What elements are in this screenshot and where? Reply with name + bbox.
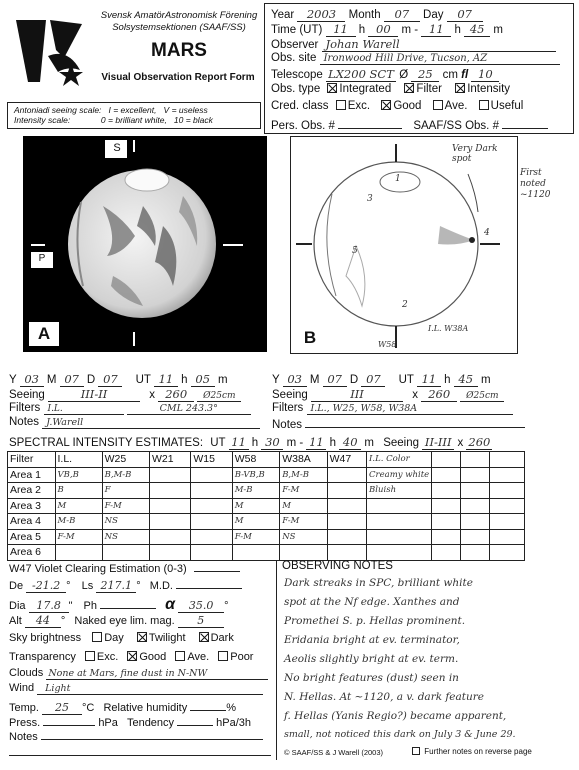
spectral-header-cell: I.L. <box>55 452 102 468</box>
time-m1-field[interactable]: 00 <box>368 22 398 37</box>
spectral-header-cell: W58 <box>232 452 279 468</box>
pressure-field[interactable] <box>43 715 95 726</box>
spectral-cell[interactable] <box>490 514 525 530</box>
trans-exc-checkbox[interactable] <box>85 651 95 661</box>
spectral-header-cell: W25 <box>102 452 149 468</box>
spectral-cell[interactable] <box>191 498 232 514</box>
spectral-cell[interactable]: B,M-B <box>102 467 149 483</box>
notes-divider <box>276 560 277 760</box>
obs-a-year[interactable]: 03 <box>20 372 44 387</box>
spectral-cell[interactable] <box>149 483 190 499</box>
spectral-row <box>8 498 525 514</box>
drawing-b-area-3: 3 <box>367 194 373 204</box>
obs-b-aperture[interactable]: Ø25cm <box>460 391 504 402</box>
cred-exc-checkbox[interactable] <box>336 100 346 110</box>
type-filter-checkbox[interactable] <box>404 83 414 93</box>
focal-ratio-field[interactable]: 10 <box>471 67 499 82</box>
notes-row: Notes <box>9 729 263 743</box>
spectral-cell[interactable] <box>55 545 102 561</box>
clouds-field[interactable]: None at Mars, fine dust in N-NW <box>46 668 268 680</box>
observing-notes-title: OBSERVING NOTES <box>282 560 393 572</box>
spectral-table <box>7 451 525 561</box>
spectral-cell[interactable]: M <box>280 498 327 514</box>
site-field[interactable]: Ironwood Hill Drive, Tucson, AZ <box>320 53 560 65</box>
spectral-cell[interactable] <box>432 467 461 483</box>
spectral-cell[interactable] <box>149 514 190 530</box>
saaf-logo <box>10 10 88 92</box>
spectral-cell[interactable]: M-B <box>232 483 279 499</box>
spectral-header-cell: Filter <box>8 452 56 468</box>
further-notes-checkbox[interactable] <box>412 747 420 755</box>
temp-field[interactable]: 25 <box>42 701 82 715</box>
observing-note-line: No bright features (dust) seen in <box>284 672 459 684</box>
ph-field[interactable] <box>100 598 156 609</box>
sky-dark-checkbox[interactable] <box>199 632 209 642</box>
day-field[interactable]: 07 <box>447 7 483 22</box>
drawing-b-label: B <box>303 328 317 347</box>
obs-a-aperture[interactable]: Ø25cm <box>197 391 241 402</box>
obs-a-magnification[interactable]: 260 <box>158 387 194 402</box>
spectral-cell[interactable] <box>327 545 366 561</box>
saaf-obs-field[interactable] <box>502 117 548 129</box>
spectral-cell[interactable]: M <box>232 498 279 514</box>
temp-row: Temp. 25 °C Relative humidity % <box>9 701 237 714</box>
spectral-cell[interactable]: B,M-B <box>280 467 327 483</box>
transparency-row: Transparency Exc. Good Ave. Poor <box>9 651 254 663</box>
telescope-field[interactable]: LX200 SCT <box>326 67 396 82</box>
observing-note-line: Aeolis slightly bright at ev. term. <box>284 653 459 665</box>
wind-field[interactable]: Light <box>37 683 263 695</box>
obs-b-seeing-row: Seeing III x 260 Ø25cm <box>272 387 504 402</box>
obs-b-filters-row: Filters I.L., W25, W58, W38A <box>272 402 513 415</box>
spectral-header-cell: W38A <box>280 452 327 468</box>
spectral-area-label: Area 6 <box>8 545 56 561</box>
spectral-cell[interactable] <box>367 529 432 545</box>
spectral-cell[interactable]: M <box>55 498 102 514</box>
observing-note-line: f. Hellas (Yanis Regio?) became apparent, <box>284 710 507 722</box>
spectral-cell[interactable] <box>191 514 232 530</box>
spectral-m1[interactable]: 30 <box>261 435 283 450</box>
alt-nelm-row: Alt 44 ° Naked eye lim. mag. 5 <box>9 614 224 628</box>
obs-b-notes[interactable] <box>305 416 525 428</box>
obs-a-cml[interactable]: CML 243.3° <box>127 403 251 415</box>
type-intensity-checkbox[interactable] <box>455 83 465 93</box>
obs-a-month[interactable]: 07 <box>60 372 84 387</box>
sky-twilight-checkbox[interactable] <box>137 632 147 642</box>
drawing-b-note-dark-spot: Very Dark spot <box>452 144 498 164</box>
spectral-area-label: Area 1 <box>8 467 56 483</box>
obs-b-minute[interactable]: 45 <box>454 372 478 387</box>
spectral-m2[interactable]: 40 <box>339 435 361 450</box>
drawing-b-area-1: 1 <box>395 174 401 184</box>
pressure-row: Press. hPa Tendency hPa/3h <box>9 717 252 729</box>
alpha-field[interactable]: 35.0 <box>178 599 224 613</box>
de-field[interactable]: -21.2 <box>26 579 66 593</box>
spectral-cell[interactable] <box>327 498 366 514</box>
spectral-cell[interactable] <box>461 483 490 499</box>
spectral-area-label: Area 5 <box>8 529 56 545</box>
obs-b-magnification[interactable]: 260 <box>421 387 457 402</box>
spectral-magnification[interactable]: 260 <box>466 435 492 450</box>
spectral-cell[interactable]: Bluish <box>367 483 432 499</box>
obs-a-filters-row: Filters I.L. CML 243.3° <box>9 402 251 415</box>
spectral-header-row: SPECTRAL INTENSITY ESTIMATES: UT 11 h 30 m - 11 h 40 m Seeing II-III x 260 <box>9 435 492 450</box>
obs-a-date-row: Y 03 M 07 D 07 UT 11 h 05 m <box>9 372 228 386</box>
drawing-a-p-mark: P <box>38 253 46 264</box>
spectral-cell[interactable] <box>490 498 525 514</box>
spectral-cell[interactable] <box>280 545 327 561</box>
alt-field[interactable]: 44 <box>25 614 61 628</box>
obs-a-hour[interactable]: 11 <box>154 372 178 387</box>
obs-a-day[interactable]: 07 <box>98 372 122 387</box>
drawing-a-south-mark: S <box>113 142 121 154</box>
spectral-seeing[interactable]: II-III <box>422 435 454 450</box>
copyright: © SAAF/SS & J Warell (2003) <box>284 748 384 757</box>
spectral-cell[interactable] <box>490 529 525 545</box>
spectral-cell[interactable] <box>367 545 432 561</box>
spectral-area-label: Area 4 <box>8 514 56 530</box>
obs-a-minute[interactable]: 05 <box>191 372 215 387</box>
mars-drawing-b <box>290 136 518 354</box>
observing-note-line: spot at the Nf edge. Xanthes and <box>284 596 460 608</box>
spectral-cell[interactable] <box>490 467 525 483</box>
obs-number-row: Pers. Obs. # SAAF/SS Obs. # <box>271 117 548 132</box>
obs-a-filters[interactable]: I.L. <box>44 404 124 415</box>
spectral-cell[interactable]: F-M <box>232 529 279 545</box>
pers-obs-field[interactable] <box>338 117 402 129</box>
dia-field[interactable]: 17.8 <box>29 599 69 613</box>
observing-note-line: Dark streaks in SPC, brilliant white <box>284 577 473 589</box>
spectral-cell[interactable]: F <box>102 483 149 499</box>
further-notes-row: Further notes on reverse page <box>412 747 532 756</box>
observing-note-line: N. Hellas. At ~1120, a v. dark feature <box>284 691 484 703</box>
sky-day-checkbox[interactable] <box>92 632 102 642</box>
spectral-header-cell: W21 <box>149 452 190 468</box>
type-integrated-checkbox[interactable] <box>327 83 337 93</box>
cred-class-row: Cred. class Exc. Good Ave. Useful <box>271 100 524 112</box>
obs-a-notes-row: Notes J.Warell <box>9 416 260 429</box>
obs-b-seeing[interactable]: III <box>311 387 403 402</box>
spectral-cell[interactable]: NS <box>102 529 149 545</box>
spectral-header-cell <box>461 452 490 468</box>
spectral-cell[interactable] <box>432 498 461 514</box>
spectral-cell[interactable] <box>232 545 279 561</box>
obs-b-day[interactable]: 07 <box>361 372 385 387</box>
spectral-row <box>8 529 525 545</box>
spectral-header <box>8 452 525 468</box>
spectral-cell[interactable] <box>191 529 232 545</box>
spectral-cell[interactable] <box>490 545 525 561</box>
spectral-header-cell: I.L. Color <box>367 452 432 468</box>
spectral-cell[interactable] <box>149 467 190 483</box>
spectral-header-cell: W47 <box>327 452 366 468</box>
spectral-cell[interactable] <box>432 514 461 530</box>
spectral-cell[interactable] <box>149 529 190 545</box>
trans-good-checkbox[interactable] <box>127 651 137 661</box>
obs-b-month[interactable]: 07 <box>323 372 347 387</box>
spectral-cell[interactable] <box>490 483 525 499</box>
time-h1-field[interactable]: 11 <box>326 22 356 37</box>
spectral-cell[interactable] <box>191 545 232 561</box>
spectral-h1[interactable]: 11 <box>229 435 249 450</box>
time-h2-field[interactable]: 11 <box>421 22 451 37</box>
notes-field[interactable] <box>41 729 263 740</box>
spectral-cell[interactable] <box>191 483 232 499</box>
drawing-b-note-first-noted: First noted ~1120 <box>520 168 551 200</box>
dia-ph-row: Dia 17.8 " Ph α 35.0 ° <box>9 596 229 613</box>
spectral-cell[interactable]: F-M <box>280 483 327 499</box>
obs-b-hour[interactable]: 11 <box>417 372 441 387</box>
trans-ave-checkbox[interactable] <box>175 651 185 661</box>
observing-note-line: Promethei S. p. Hellas prominent. <box>284 615 466 627</box>
spectral-cell[interactable]: NS <box>102 514 149 530</box>
spectral-area-label: Area 2 <box>8 483 56 499</box>
drawing-a-panel <box>23 136 267 352</box>
date-row: Year 2003 Month 07 Day 07 <box>271 7 483 22</box>
rh-field[interactable] <box>190 700 226 711</box>
obs-b-notes-row: Notes <box>272 416 525 431</box>
spectral-cell[interactable]: M-B <box>55 514 102 530</box>
spectral-cell[interactable]: Creamy white <box>367 467 432 483</box>
drawing-b-area-4: 4 <box>484 228 490 238</box>
observer-field[interactable]: Johan Warell <box>322 37 556 52</box>
drawing-b-area-5: 5 <box>352 246 358 256</box>
sky-brightness-row: Sky brightness Day Twilight Dark <box>9 632 234 644</box>
cred-good-checkbox[interactable] <box>381 100 391 110</box>
spectral-cell[interactable] <box>327 514 366 530</box>
month-field[interactable]: 07 <box>384 7 420 22</box>
obs-b-year[interactable]: 03 <box>283 372 307 387</box>
cred-useful-checkbox[interactable] <box>479 100 489 110</box>
spectral-cell[interactable]: VB,B <box>55 467 102 483</box>
spectral-cell[interactable] <box>327 467 366 483</box>
spectral-cell[interactable]: NS <box>280 529 327 545</box>
telescope-row: Telescope LX200 SCT Ø 25 cm fl 10 <box>271 67 499 82</box>
obs-a-seeing-row: Seeing III-II x 260 Ø25cm <box>9 387 241 402</box>
spectral-cell[interactable]: F-M <box>102 498 149 514</box>
time-row: Time (UT) 11 h 00 m - 11 h 45 m <box>271 22 503 36</box>
obs-a-seeing[interactable]: III-II <box>48 387 140 402</box>
org-line-1: Svensk AmatörAstronomisk Förening <box>100 10 258 21</box>
violet-clearing-row: W47 Violet Clearing Estimation (0-3) <box>9 561 240 575</box>
wind-row: Wind Light <box>9 682 263 695</box>
obs-type-row: Obs. type Integrated Filter Intensity <box>271 83 511 95</box>
spectral-cell[interactable] <box>327 483 366 499</box>
site-row: Obs. site Ironwood Hill Drive, Tucson, AZ <box>271 52 560 65</box>
obs-b-filters[interactable]: I.L., W25, W58, W38A <box>307 403 513 415</box>
drawing-b-w58-note: W58 <box>378 340 397 349</box>
observer-row: Observer Johan Warell <box>271 37 556 52</box>
spectral-cell[interactable]: B <box>55 483 102 499</box>
intensity-scale: Intensity scale: 0 = brilliant white, 10 = black <box>14 115 213 125</box>
spectral-cell[interactable] <box>432 529 461 545</box>
md-field[interactable] <box>176 578 242 589</box>
spectral-row <box>8 514 525 530</box>
spectral-cell[interactable] <box>432 545 461 561</box>
spectral-cell[interactable] <box>461 467 490 483</box>
spectral-cell[interactable] <box>149 498 190 514</box>
spectral-header-cell: W15 <box>191 452 232 468</box>
drawing-a-label: A <box>37 324 51 343</box>
spectral-row <box>8 467 525 483</box>
violet-clearing-field[interactable] <box>194 561 240 572</box>
org-line-2: Solsystemsektionen (SAAF/SS) <box>112 22 246 33</box>
spectral-cell[interactable] <box>367 498 432 514</box>
spectral-cell[interactable] <box>367 514 432 530</box>
drawing-b-area-2: 2 <box>402 300 408 310</box>
time-m2-field[interactable]: 45 <box>464 22 490 37</box>
spectral-cell[interactable] <box>191 467 232 483</box>
year-field[interactable]: 2003 <box>297 7 345 22</box>
tendency-field[interactable] <box>177 715 213 726</box>
form-subtitle: Visual Observation Report Form <box>101 72 255 83</box>
cred-ave-checkbox[interactable] <box>433 100 443 110</box>
spectral-header-cell <box>490 452 525 468</box>
form-title: MARS <box>151 40 207 61</box>
spectral-cell[interactable]: F-M <box>55 529 102 545</box>
trans-poor-checkbox[interactable] <box>218 651 228 661</box>
spectral-row <box>8 483 525 499</box>
observing-note-line: Eridania bright at ev. terminator, <box>284 634 460 646</box>
spectral-h2[interactable]: 11 <box>306 435 326 450</box>
spectral-row <box>8 545 525 561</box>
mars-drawing-a <box>23 136 267 352</box>
spectral-cell[interactable] <box>461 529 490 545</box>
seeing-scale: Antoniadi seeing scale: I = excellent, V = useless <box>14 105 208 115</box>
aperture-field[interactable]: 25 <box>411 67 439 82</box>
spectral-cell[interactable] <box>149 545 190 561</box>
spectral-cell[interactable] <box>461 514 490 530</box>
spectral-area-label: Area 3 <box>8 498 56 514</box>
spectral-header-cell <box>432 452 461 468</box>
spectral-cell[interactable]: F-M <box>280 514 327 530</box>
obs-a-notes[interactable]: J.Warell <box>42 417 260 429</box>
scales-box <box>7 102 261 129</box>
spectral-cell[interactable] <box>461 498 490 514</box>
spectral-cell[interactable] <box>327 529 366 545</box>
spectral-cell[interactable] <box>102 545 149 561</box>
spectral-cell[interactable] <box>432 483 461 499</box>
de-ls-row: De -21.2 ° Ls 217.1 ° M.D. <box>9 578 242 593</box>
nelm-field[interactable]: 5 <box>178 614 224 628</box>
drawing-b-il-note: I.L. W38A <box>428 324 469 333</box>
spectral-cell[interactable]: B-VB,B <box>232 467 279 483</box>
obs-b-date-row: Y 03 M 07 D 07 UT 11 h 45 m <box>272 372 491 386</box>
observing-note-line: small, not noticed this dark on July 3 & June 29. <box>284 729 516 740</box>
notes-line-2 <box>9 755 271 756</box>
spectral-cell[interactable] <box>461 545 490 561</box>
clouds-row: Clouds None at Mars, fine dust in N-NW <box>9 667 268 680</box>
ls-field[interactable]: 217.1 <box>96 579 136 593</box>
spectral-cell[interactable]: M <box>232 514 279 530</box>
